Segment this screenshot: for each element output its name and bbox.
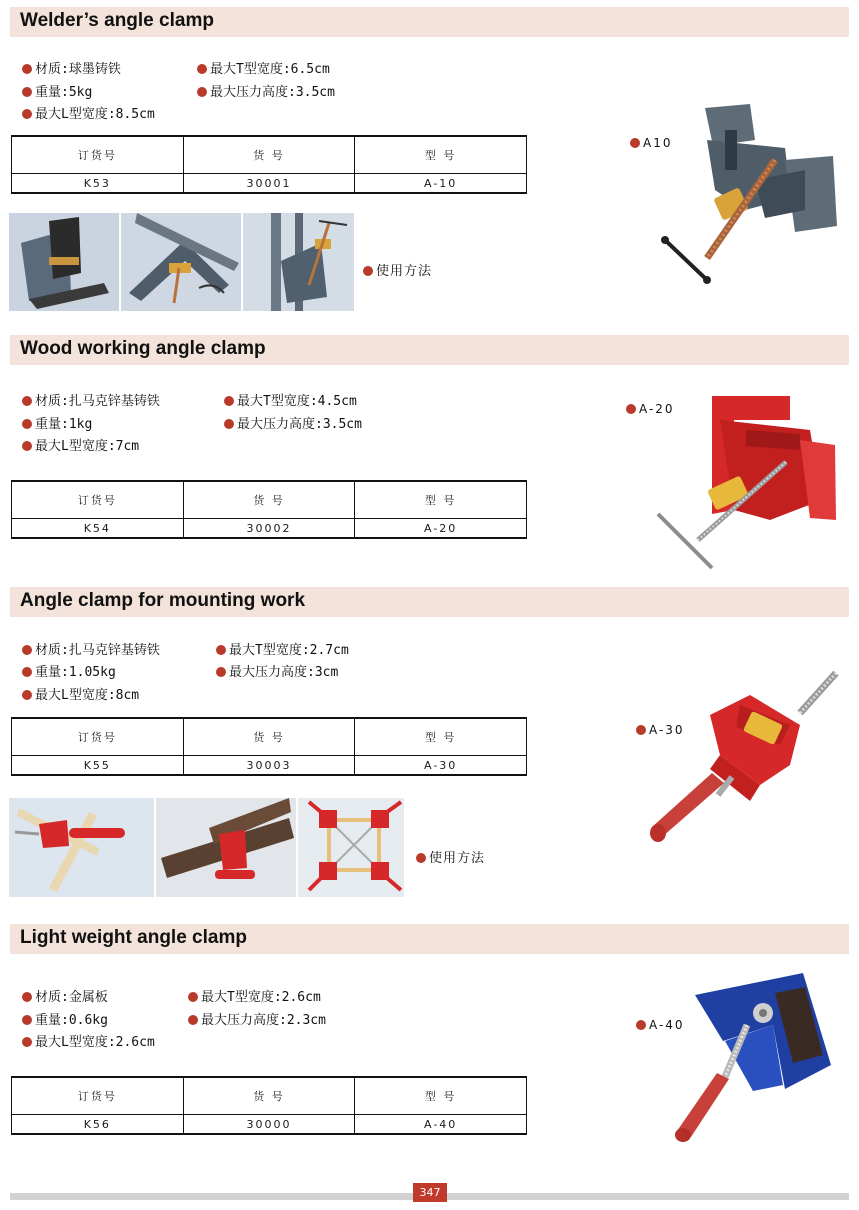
usage-photos-mounting [9,798,404,897]
spec-material: 材质:扎马克锌基铸铁 [22,390,160,409]
col-header-item-no: 货 号 [183,718,355,756]
bullet-icon [630,138,640,148]
spec-max-pressure: 最大压力高度:3cm [216,661,338,680]
spec-material: 材质:金属板 [22,986,108,1005]
order-table [11,480,527,539]
spec-max-t: 最大T型宽度:6.5cm [197,58,330,77]
cell-model: A-40 [355,1115,527,1135]
bullet-icon [626,404,636,414]
spec-max-l: 最大L型宽度:8.5cm [22,103,155,122]
section-header-wood-clamp [10,335,849,365]
spec-max-pressure: 最大压力高度:3.5cm [197,81,335,100]
spec-material: 材质:扎马克锌基铸铁 [22,639,160,658]
model-label-a40: A-40 [636,1018,685,1032]
bullet-icon [22,1037,32,1047]
bullet-icon [416,853,426,863]
cell-order-no: K55 [12,756,184,776]
spec-material: 材质:球墨铸铁 [22,58,121,77]
section-title: Welder’s angle clamp [20,10,214,31]
bullet-icon [216,667,226,677]
col-header-model: 型 号 [355,1077,527,1115]
usage-method-label: 使用方法 [416,847,485,866]
spec-weight: 重量:5kg [22,81,92,100]
bullet-icon [22,419,32,429]
col-header-item-no: 货 号 [183,136,355,174]
bullet-icon [188,1015,198,1025]
section-title: Angle clamp for mounting work [20,590,306,611]
bullet-icon [22,87,32,97]
bullet-icon [363,266,373,276]
usage-photos-welder [9,213,354,311]
product-photo-a20 [650,390,845,575]
bullet-icon [22,441,32,451]
cell-model: A-10 [355,174,527,194]
col-header-order-no: 订货号 [12,1077,184,1115]
bullet-icon [188,992,198,1002]
spec-weight: 重量:1.05kg [22,661,116,680]
spec-max-l: 最大L型宽度:7cm [22,435,139,454]
spec-max-t: 最大T型宽度:2.7cm [216,639,349,658]
product-photo-a30 [650,665,845,850]
cell-item-no: 30001 [183,174,355,194]
spec-max-pressure: 最大压力高度:3.5cm [224,413,362,432]
cell-model: A-30 [355,756,527,776]
spec-max-l: 最大L型宽度:2.6cm [22,1031,155,1050]
order-table [11,717,527,776]
cell-order-no: K56 [12,1115,184,1135]
col-header-order-no: 订货号 [12,718,184,756]
col-header-model: 型 号 [355,718,527,756]
bullet-icon [636,1020,646,1030]
bullet-icon [22,396,32,406]
col-header-order-no: 订货号 [12,136,184,174]
bullet-icon [22,109,32,119]
bullet-icon [22,64,32,74]
bullet-icon [22,690,32,700]
bullet-icon [197,64,207,74]
bullet-icon [636,725,646,735]
bullet-icon [224,419,234,429]
spec-weight: 重量:1kg [22,413,92,432]
bullet-icon [22,992,32,1002]
cell-item-no: 30000 [183,1115,355,1135]
bullet-icon [216,645,226,655]
col-header-item-no: 货 号 [183,481,355,519]
spec-max-t: 最大T型宽度:2.6cm [188,986,321,1005]
section-header-light-clamp [10,924,849,954]
spec-max-pressure: 最大压力高度:2.3cm [188,1009,326,1028]
bullet-icon [22,645,32,655]
model-label-a10: A10 [630,136,672,150]
bullet-icon [224,396,234,406]
section-header-mounting-clamp [10,587,849,617]
order-table [11,1076,527,1135]
col-header-item-no: 货 号 [183,1077,355,1115]
cell-model: A-20 [355,519,527,539]
product-photo-a10 [655,100,845,290]
spec-max-t: 最大T型宽度:4.5cm [224,390,357,409]
model-label-a20: A-20 [626,402,675,416]
bullet-icon [22,1015,32,1025]
spec-max-l: 最大L型宽度:8cm [22,684,139,703]
section-title: Light weight angle clamp [20,927,247,948]
order-table [11,135,527,194]
product-photo-a40 [665,965,840,1145]
section-title: Wood working angle clamp [20,338,266,359]
model-label-a30: A-30 [636,723,685,737]
col-header-model: 型 号 [355,136,527,174]
cell-item-no: 30002 [183,519,355,539]
cell-order-no: K54 [12,519,184,539]
bullet-icon [197,87,207,97]
col-header-order-no: 订货号 [12,481,184,519]
page-number-badge: 347 [413,1183,447,1202]
col-header-model: 型 号 [355,481,527,519]
spec-weight: 重量:0.6kg [22,1009,108,1028]
bullet-icon [22,667,32,677]
cell-order-no: K53 [12,174,184,194]
usage-method-label: 使用方法 [363,260,432,279]
cell-item-no: 30003 [183,756,355,776]
section-header-welders-clamp [10,7,849,37]
